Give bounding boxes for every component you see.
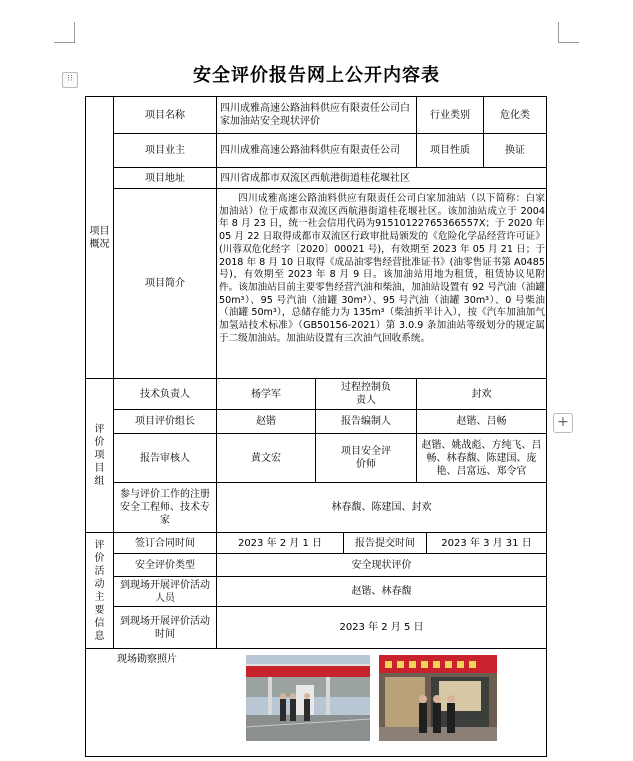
- site-date-label: 到现场开展评价活动时间: [120, 615, 210, 640]
- engineers-label: 参与评价工作的注册安全工程师、技术专家: [120, 489, 210, 526]
- section-label-team: 评价项目组: [94, 424, 105, 487]
- team-leader-value: 赵锴: [256, 416, 276, 427]
- project-name-label: 项目名称: [145, 109, 185, 121]
- reviewer-label: 报告审核人: [140, 452, 190, 464]
- report-date-label: 报告提交时间: [355, 537, 415, 549]
- site-staff-label: 到现场开展评价活动人员: [120, 579, 210, 604]
- project-address-label: 项目地址: [145, 172, 185, 184]
- project-owner-label: 项目业主: [145, 145, 185, 156]
- project-intro-value: 四川成雅高速公路油料供应有限责任公司白家加油站（以下简称：白家加油站）位于成都市双流区西航港街道桂花堰社区。该加油站成立于 2004 年 8 月 23 日，统一社会信用代码为91510122765366557X；于 2020 年 05 月 22 日取得成都市双流区行政审批局颁发的《危险化学品经营许可证》(川蓉双危化经字〔2020〕00021 号)，有效期至 2023 年 05 月 21 日；于 2018 年 8 月 10 日取得《成品油零售经营批准证书》(油零售证书第 A0485 号)，有效期至 2023 年 8 月 9 日。该加油站用地为租赁，租赁协议见附件。该加油站目前主要零售经营汽油和柴油，加油站设置有 92 号汽油（油罐 50m³）、95 号汽油（油罐 30m³）、95 号汽油（油罐 30m³）、0 号柴油（油罐 50m³），总储存能力为 135m³（柴油折半计入），按《汽车加油加气加氢站技术标准》（GB50156-2021）第 3.0.9 条加油站等级划分的规定属于二级加油站。加油站设置有三次油气回收系统。: [219, 193, 545, 344]
- report-writer-value: 赵锴、吕畅: [456, 416, 507, 427]
- report-date-value: 2023 年 3 月 31 日: [441, 537, 532, 549]
- tech-lead-value: 杨学军: [251, 388, 281, 400]
- contract-date-label: 签订合同时间: [135, 537, 195, 549]
- project-address-value: 四川省成都市双流区西航港街道桂花堰社区: [220, 172, 410, 184]
- add-row-plus-icon[interactable]: +: [553, 413, 573, 433]
- report-writer-label: 报告编制人: [341, 416, 391, 427]
- project-owner-value: 四川成雅高速公路油料供应有限责任公司: [220, 145, 400, 156]
- section-label-activity: 评价活动主要信息: [94, 539, 105, 642]
- evaluators-value: 赵锴、姚战彪、方纯飞、吕畅、林春馥、陈建国、庞艳、吕富远、郑令官: [421, 439, 542, 477]
- team-leader-label: 项目评价组长: [135, 416, 195, 427]
- process-lead-value: 封欢: [471, 388, 492, 400]
- engineers-value: 林春馥、陈建国、封欢: [331, 502, 432, 513]
- evaluators-label: 项目安全评价师: [341, 446, 391, 470]
- tech-lead-label: 技术负责人: [140, 388, 190, 400]
- site-photos-label: 现场勘察照片: [117, 653, 177, 665]
- evaluation-type-label: 安全评价类型: [135, 559, 195, 571]
- site-photo-store: [379, 655, 497, 741]
- industry-label: 行业类别: [430, 109, 470, 121]
- reviewer-value: 黄文宏: [251, 452, 281, 464]
- section-label-overview: 项目概况: [89, 225, 110, 250]
- project-nature-label: 项目性质: [430, 145, 470, 156]
- page-title: 安全评价报告网上公开内容表: [193, 65, 440, 86]
- project-nature-value: 换证: [505, 145, 525, 156]
- table-move-handle-icon[interactable]: ⁝⁝: [62, 72, 78, 88]
- site-photo-station: [246, 655, 370, 741]
- industry-value: 危化类: [500, 109, 530, 121]
- site-staff-value: 赵锴、林春馥: [351, 586, 412, 597]
- process-lead-label: 过程控制负责人: [341, 382, 391, 406]
- site-date-value: 2023 年 2 月 5 日: [339, 622, 424, 633]
- evaluation-type-value: 安全现状评价: [351, 559, 412, 571]
- project-intro-label: 项目简介: [145, 278, 185, 289]
- project-name-value: 四川成雅高速公路油料供应有限责任公司白家加油站安全现状评价: [220, 103, 410, 127]
- contract-date-value: 2023 年 2 月 1 日: [237, 537, 323, 549]
